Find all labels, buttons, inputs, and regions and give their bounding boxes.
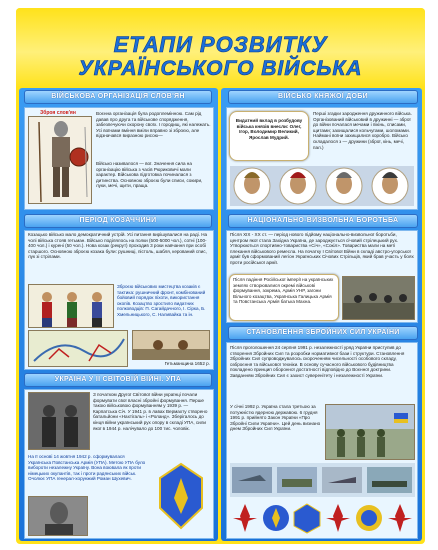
slavs-text-2: Військо називалося — вої. Значення сила на організацію війська з часів Рюриковичі мали характер. Військова підготовка починалася з дитинства. Основною зброєю були списи, сокири, луки, мечі, щити, праща. [96, 161, 203, 189]
ww2-text-2: На її основі 14 жовтня 1942 р. сформувалася Українська Повстанська Армія (УПА). Метою УПА було вибороти незалежну Україну. Вона воювала як проти німецьких окупантів, так і проти радянських військ. Очолює УПА генерал-хорунжий Роман Шухевич. [28, 454, 146, 482]
liberation-text-1: Після XIX - XX ст. — період нового підйому національно-визвольної боротьби, центром якої стала Західна Україна, де зароджується січовий стрілецький рух. Утворюються спортивно-товариства «Січ», «Сокіл». Товариства мали на меті плекання військового ремесла. На початку І Світової Війни в складі австро-угорської армії був сформований легіон Українських Січових Стрільців, який брав участь у боях проти російської армії. [230, 232, 414, 265]
cossack-image [28, 284, 114, 328]
cossacks-text-1: Козацько військо мало демократичний устрій. Усі питання вирішувалися на раді. На чолі війська стояв гетьман. Військо поділялось на полки (500-5000 чол.), сотні (100-400 чол.) і курені (50 чол.). Нова козак (рекрут) проходив 3 роки навчання при особі старшого. Основною зброєю козака були: рушниці, пістоль, шабля, керований спис, лук зі стрілами. [28, 232, 208, 260]
poster-title-line2: УКРАЇНСЬКОГО ВІЙСЬКА [78, 57, 363, 80]
section-header-rus: ВІЙСЬКО КНЯЖОЇ ДОБИ [228, 90, 418, 104]
liberation-photo [342, 276, 415, 320]
rus-princes-portraits [230, 166, 414, 206]
ww2-text-1: З початком Другої Світової війни українці почали формувати свої власні збройні формування. Перше такою військовою формуванням у 1939 р. — Карпатська Січ. У 1941 р. в лавах Вермахту створено батальйони «Нахтігаль» і «Роланд». Зберігалось до кінця війни український рух опору в складі УПА, сили якої в 1944 р. налічувало до 100 тис. чоловік. [93, 392, 208, 431]
section-header-cossacks: ПЕРІОД КОЗАЧЧИНИ [24, 214, 212, 228]
section-header-modern: СТАНОВЛЕННЯ ЗБРОЙНИХ СИЛ УКРАЇНИ [228, 326, 418, 340]
ww2-soldiers-photo [28, 392, 90, 450]
insignia-strip [230, 500, 415, 536]
upa-emblem [152, 458, 210, 534]
slavs-text-1: Воєнна організація була родоплемінною. Сам рід давав про друга та військове спорядження, забезпечуючи охорону своїх. І городищ, які належать. Усі воїнами вміння вміли вправно зі зброєю, але відзначався виразною рисою— [96, 111, 211, 139]
cossacks-text-2: Зброєю військових мистецтва козаків є тактика: рушничний фронт, комбінований бойовий порядок піхоти, використання окопів. Козацтво зростило видатних полководців: П. Сагайдачного, І. Сірка, Б. Хмельницького, С. Наливайка та ін. [117, 284, 206, 317]
rus-text: Перші згадки зародження дружинного війська. Організований військовий в дружинні — зброї до війни почалася мечами і пікінь, списами, щитами; захищалися кольчугами, шоломами. Наймані воїни захищалися хоробро. Військо складалося з — дружини (зброї, кінь, мечі, пал.) [313, 111, 412, 150]
slav-warrior-image [28, 116, 92, 204]
poster-title-line1: ЕТАПИ РОЗВИТКУ [113, 32, 328, 57]
caption-slav-weapons: Зброя слов'ян [40, 110, 76, 116]
poster [16, 8, 425, 544]
modern-text-1: Після проголошення 24 серпня 1991 р. незалежності уряд України приступив до створення Збройних Сил та розробки нормативної бази і структури. Становлення Збройних Сил супроводжувалось скороченням чисельності особового складу, озброєння та військової техніки. В основу сучасного військового будівництва покладено принцип оборонної достатності відповідно до Воєнної доктрини. Завданням Збройних Сил є захист суверенітету і незалежності України. [230, 345, 405, 378]
section-header-ww2: УКРАЇНА У ІІ СВІТОВІЙ ВІЙНІ. УПА [24, 373, 212, 387]
modern-text-2: У січні 1992 р. Україна стала третьою за потужністю ядерною державою. 6 грудня 1991 р. прийнято Закон України «Про Збройні Сили України». Цей день визнано днем Збройних Сил України. [230, 404, 321, 432]
section-header-liberation: НАЦІОНАЛЬНО-ВИЗВОЛЬНА БОРОТЬБА [228, 214, 418, 228]
section-header-slavs: ВІЙСЬКОВА ОРГАНІЗАЦІЯ СЛОВ'ЯН [24, 90, 212, 104]
upa-leader-portrait [28, 496, 88, 536]
modern-troops-photo [325, 404, 415, 460]
cossacks-caption: Гетьманщина 1652 р. [164, 361, 210, 366]
hetman-scene-image [132, 330, 210, 360]
military-equipment-strip [230, 463, 415, 497]
liberation-text-2: Після падіння Російської імперії на українських землях створювалися окремі військові формування, зокрема, Армія УНР, загони Вільного козацтва, Українська Галицька Армія та Повстанська Армія батька Махна. [233, 277, 334, 305]
rus-scroll-text: Видатний вклад в розбудову війська князів внесли: Олег, Ігор, Володимир Великий, Ярослав Мудрий. [235, 118, 303, 140]
battle-map-image [28, 330, 128, 367]
